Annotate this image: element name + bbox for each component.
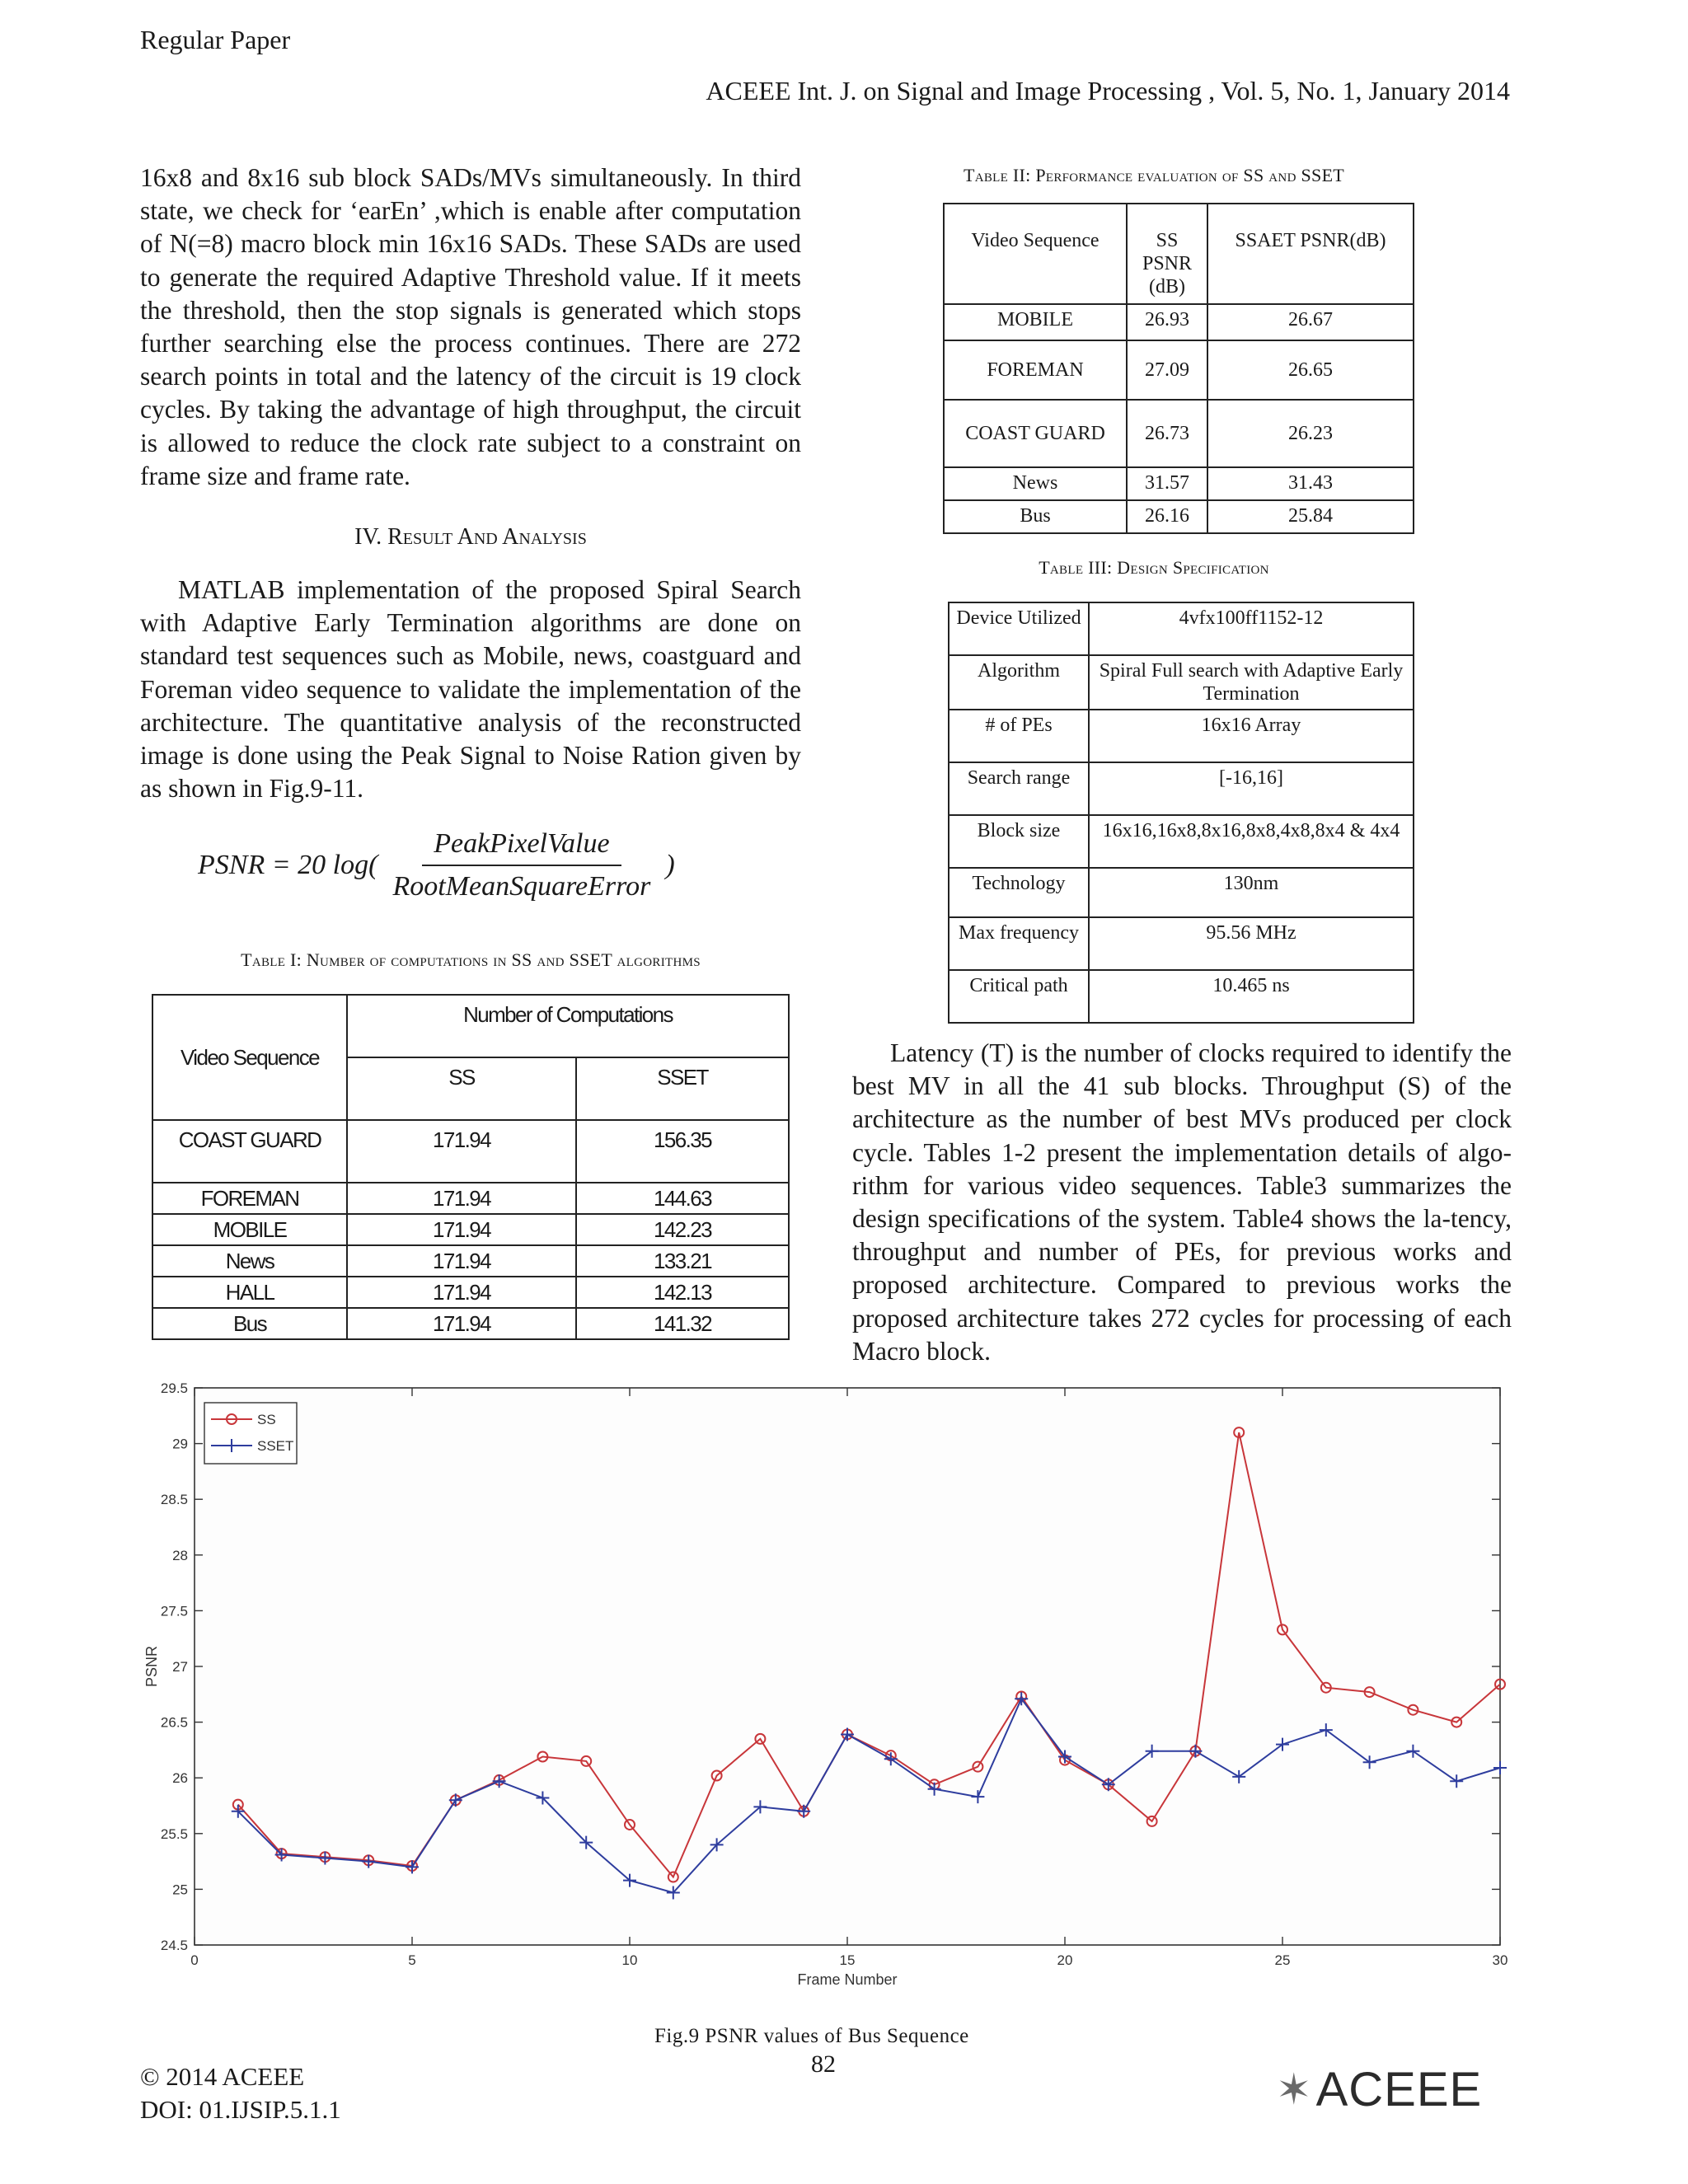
table1-cell: 142.23 [576, 1214, 789, 1245]
table-row [944, 467, 1414, 500]
table3-cell: 10.465 ns [1089, 970, 1414, 1023]
x-tick-label: 30 [1492, 1952, 1508, 1968]
table3-cell: 4vfx100ff1152-12 [1089, 602, 1414, 655]
table1-cell: COAST GUARD [152, 1120, 347, 1183]
table2-cell: 26.73 [1127, 400, 1207, 467]
x-tick-label: 10 [621, 1952, 638, 1968]
table1-cell: MOBILE [152, 1214, 347, 1245]
legend-label-ss: SS [257, 1412, 276, 1427]
table1-cell: 142.13 [576, 1277, 789, 1308]
table-row [152, 1277, 789, 1308]
y-tick-label: 24.5 [160, 1938, 188, 1953]
table-row [949, 868, 1414, 917]
table1-cell: 144.63 [576, 1183, 789, 1214]
table1-cell: 141.32 [576, 1308, 789, 1339]
table3-cell: Device Utilized [949, 602, 1089, 655]
legend-label-sset: SSET [257, 1438, 294, 1454]
table2-cell: 26.67 [1207, 304, 1414, 340]
table-row [152, 1308, 789, 1339]
table2-header: SSAET PSNR(dB) [1207, 204, 1414, 304]
table3-cell: Search range [949, 762, 1089, 815]
legend-box [204, 1403, 297, 1464]
section-heading [140, 524, 801, 551]
table-row [152, 1120, 789, 1183]
table2-cell: News [944, 467, 1127, 500]
paragraph-latency: Latency (T) is the number of clocks required to identify the best MV in all the 41 sub blocks. Throughput (S) of the architecture as the number of best MVs produced per clock cycle. Tables 1-2 present the implementation details of algo-rithm for various video sequences. Table3 summarizes the design specifications of the system. Table4 shows the la-tency, throughput and number of PEs, for previous works and proposed architecture. Compared to previous works the proposed architecture takes 272 cycles for processing of each Macro block. [852, 1038, 1512, 1366]
y-tick-label: 27.5 [160, 1603, 188, 1619]
table-row [152, 1214, 789, 1245]
psnr-chart [132, 1376, 1517, 2003]
paragraph-continuation: 16x8 and 8x16 sub block SADs/MVs simultaneously. In third state, we check for ‘earEn’ ,which is enable after computation of N(=8) macro block min 16x16 SADs. These SADs are used to generate the required Adaptive Threshold value. If it meets the threshold, then the stop signals is generated which stops further searching else the process continues. There are 272 search points in total and the latency of the circuit is 19 clock cycles. By taking the advantage of high throughput, the circuit is allowed to reduce the clock rate subject to a constraint on frame size and frame rate. [140, 163, 801, 490]
table-row [949, 970, 1414, 1023]
table2-header: Video Sequence [944, 204, 1127, 304]
table3 [948, 602, 1414, 1024]
table1-cell: News [152, 1245, 347, 1277]
table3-cell: # of PEs [949, 710, 1089, 762]
paragraph-methodology: MATLAB implementation of the proposed Spiral Search with Adaptive Early Termination algorithms are done on standard test sequences such as Mobile, news, coastguard and Foreman video sequence to validate the implementation of the architecture. The quantitative analysis of the reconstructed image is done using the Peak Signal to Noise Ration given by as shown in Fig.9-11. [140, 575, 801, 804]
table3-cell: 130nm [1089, 868, 1414, 917]
y-tick-label: 29.5 [160, 1380, 188, 1396]
table1-cell: Bus [152, 1308, 347, 1339]
table3-cell: Algorithm [949, 655, 1089, 710]
table-row [949, 917, 1414, 970]
table2-cell: Bus [944, 500, 1127, 533]
y-tick-label: 25 [172, 1882, 188, 1898]
formula-denominator: RootMeanSquareError [392, 871, 651, 902]
table3-cell: 16x16 Array [1089, 710, 1414, 762]
x-tick-label: 5 [408, 1952, 416, 1968]
y-tick-label: 26.5 [160, 1714, 188, 1731]
table2-cell: MOBILE [944, 304, 1127, 340]
x-tick-label: 0 [190, 1952, 199, 1968]
table3-cell: 95.56 MHz [1089, 917, 1414, 970]
table1-cell: 156.35 [576, 1120, 789, 1183]
table2-cell: COAST GUARD [944, 400, 1127, 467]
table3-cell: Technology [949, 868, 1089, 917]
table1-cell: FOREMAN [152, 1183, 347, 1214]
y-axis-label: PSNR [143, 1645, 160, 1688]
table2-cell: 26.23 [1207, 400, 1414, 467]
table3-cell: Critical path [949, 970, 1089, 1023]
table-row [152, 1183, 789, 1214]
publisher-logo [1276, 2062, 1482, 2117]
formula-lhs: PSNR = 20 log( [198, 850, 378, 880]
copyright: © 2014 ACEEE [140, 2062, 305, 2091]
psnr-formula [198, 828, 675, 902]
table3-cell: Max frequency [949, 917, 1089, 970]
table1-group-header: Number of Computations [347, 995, 789, 1057]
table1-cell: 171.94 [347, 1245, 576, 1277]
y-tick-label: 28.5 [160, 1492, 188, 1508]
y-tick-label: 28 [172, 1547, 188, 1563]
section-title: Result And Analysis [387, 524, 587, 550]
formula-numerator: PeakPixelValue [422, 828, 621, 866]
table2-cell: FOREMAN [944, 340, 1127, 400]
table2-cell: 31.57 [1127, 467, 1207, 500]
table1-cell: HALL [152, 1277, 347, 1308]
table1-cell: 133.21 [576, 1245, 789, 1277]
table-row [944, 400, 1414, 467]
table1-cell: 171.94 [347, 1214, 576, 1245]
logo-text: ACEEE [1315, 2063, 1483, 2116]
table1-cell: 171.94 [347, 1183, 576, 1214]
table-row [949, 602, 1414, 655]
table-row [949, 710, 1414, 762]
table-row [944, 500, 1414, 533]
table-row [152, 1245, 789, 1277]
star-icon: ✶ [1276, 2065, 1313, 2114]
table1 [152, 994, 790, 1340]
table-row [949, 655, 1414, 710]
figure-caption: Fig.9 PSNR values of Bus Sequence [654, 2025, 969, 2047]
table3-cell: [-16,16] [1089, 762, 1414, 815]
table1-subheader: SS [347, 1057, 576, 1120]
table3-cell: Spiral Full search with Adaptive Early Termination [1089, 655, 1414, 710]
plot-area [195, 1388, 1500, 1945]
doi: DOI: 01.IJSIP.5.1.1 [140, 2095, 341, 2124]
y-tick-label: 26 [172, 1770, 188, 1787]
table3-cell: Block size [949, 815, 1089, 868]
table-row [944, 340, 1414, 400]
table1-header-video: Video Sequence [152, 995, 347, 1120]
formula-rhs: ) [665, 850, 675, 880]
table2 [943, 203, 1414, 534]
table-row [949, 762, 1414, 815]
table2-cell: 31.43 [1207, 467, 1414, 500]
table1-subheader: SSET [576, 1057, 789, 1120]
table-row [949, 815, 1414, 868]
table2-cell: 26.65 [1207, 340, 1414, 400]
x-axis-label: Frame Number [797, 1971, 898, 1988]
journal-citation: ACEEE Int. J. on Signal and Image Processing , Vol. 5, No. 1, January 2014 [706, 76, 1510, 105]
page-number: 82 [811, 2050, 836, 2078]
table2-cell: 25.84 [1207, 500, 1414, 533]
section-number: IV. [354, 524, 388, 550]
x-tick-label: 25 [1274, 1952, 1291, 1968]
journal-type: Regular Paper [140, 25, 291, 54]
table3-cell: 16x16,16x8,8x16,8x8,4x8,8x4 & 4x4 [1089, 815, 1414, 868]
x-tick-label: 20 [1057, 1952, 1073, 1968]
y-tick-label: 27 [172, 1659, 188, 1675]
table1-caption: Table I: Number of computations in SS and SSET algorithms [241, 949, 701, 970]
table2-cell: 26.93 [1127, 304, 1207, 340]
table1-cell: 171.94 [347, 1120, 576, 1183]
formula-fraction [381, 828, 662, 902]
table2-cell: 26.16 [1127, 500, 1207, 533]
table1-cell: 171.94 [347, 1277, 576, 1308]
table3-caption: Table III: Design Specification [1039, 557, 1269, 578]
table2-header: SS PSNR (dB) [1127, 204, 1207, 304]
table1-cell: 171.94 [347, 1308, 576, 1339]
table-row [944, 304, 1414, 340]
legend [204, 1403, 297, 1464]
x-tick-label: 15 [839, 1952, 856, 1968]
table2-caption: Table II: Performance evaluation of SS and SSET [963, 165, 1345, 185]
y-tick-label: 29 [172, 1436, 188, 1452]
y-tick-label: 25.5 [160, 1825, 188, 1842]
table2-cell: 27.09 [1127, 340, 1207, 400]
